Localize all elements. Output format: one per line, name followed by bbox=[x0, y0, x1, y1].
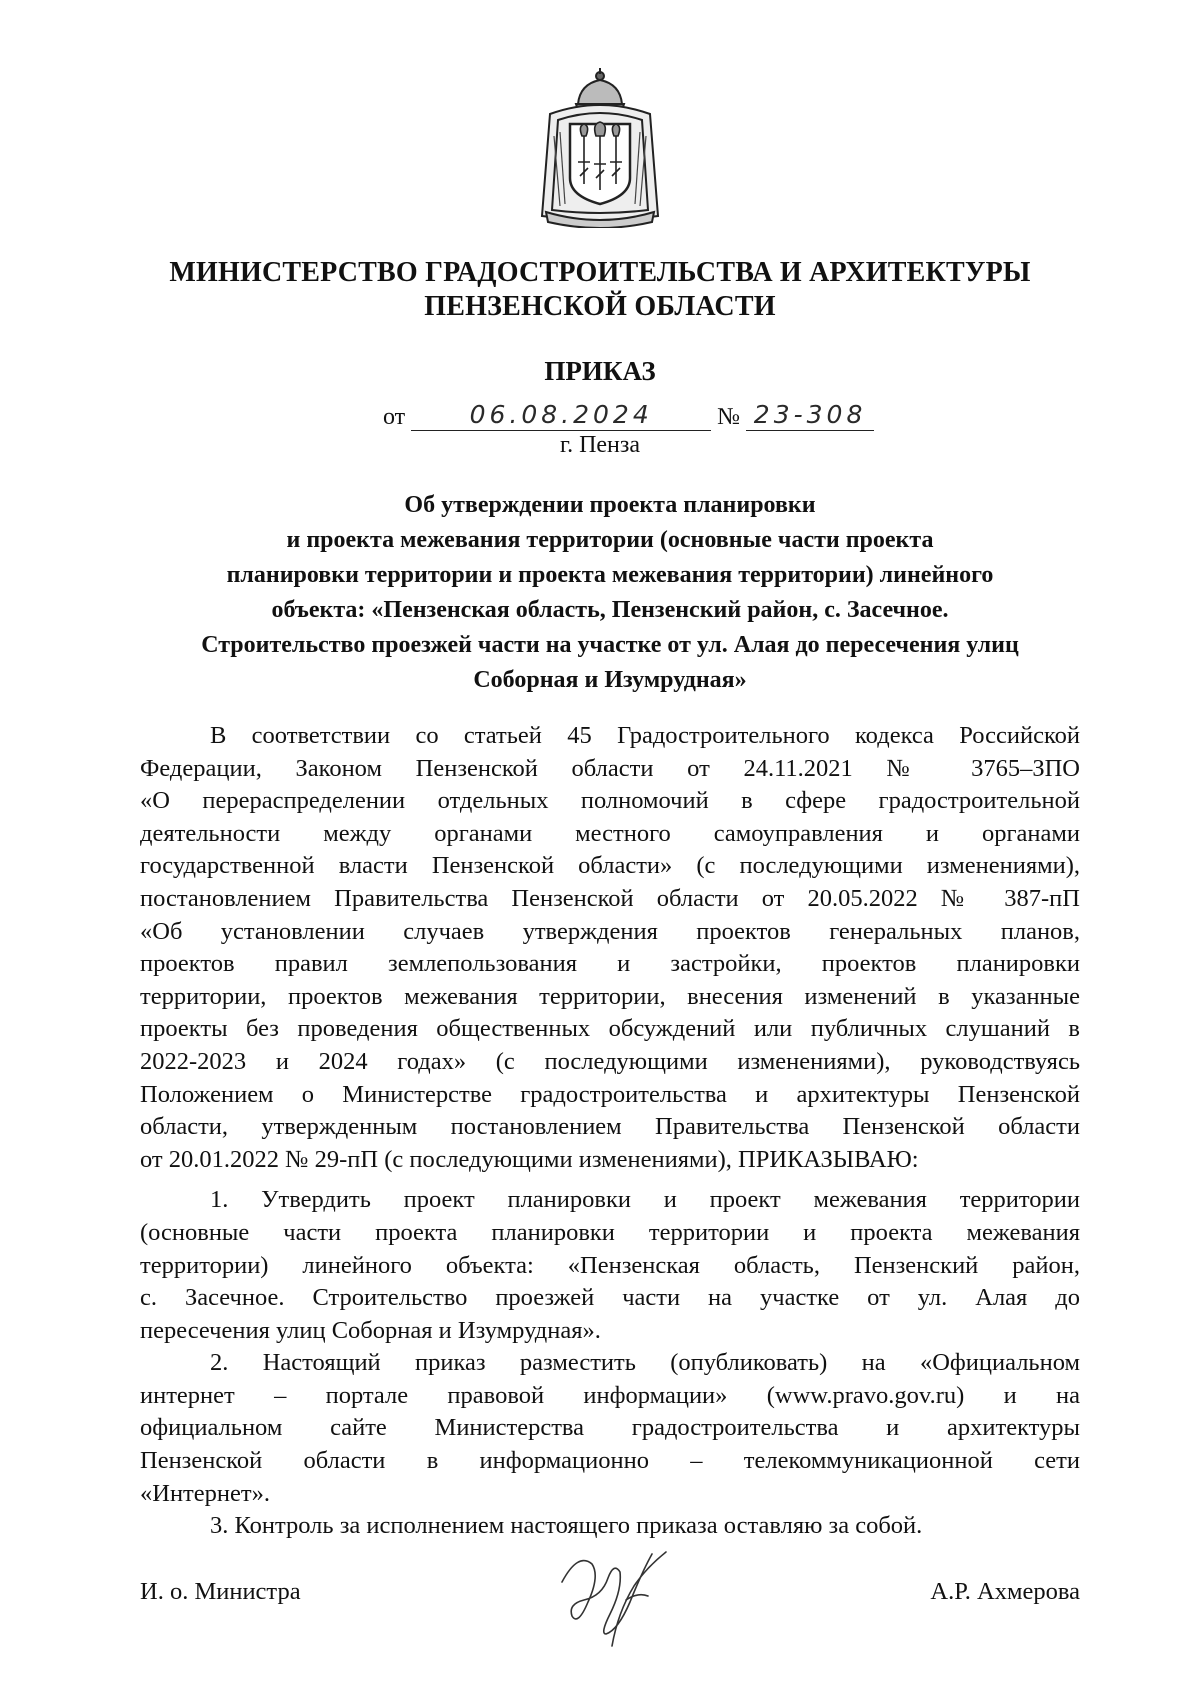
body-line: территории, проектов межевания территории, внесения изменений в указанные bbox=[140, 982, 1080, 1010]
body-line: Положением о Министерстве градостроительства и архитектуры Пензенской bbox=[140, 1080, 1080, 1108]
ministry-heading bbox=[120, 256, 1080, 324]
item-1-line: территории) линейного объекта: «Пензенская область, Пензенский район, bbox=[140, 1251, 1080, 1279]
item-2-line: Пензенской области в информационно – телекоммуникационной сети bbox=[140, 1447, 1080, 1475]
issue-city: г. Пенза bbox=[559, 432, 641, 458]
subject-line: Строительство проезжей части на участке от ул. Алая до пересечения улиц bbox=[201, 632, 1019, 658]
date-prefix: от bbox=[383, 404, 406, 430]
item-1-line: (основные части проекта планировки территории и проекта межевания bbox=[140, 1218, 1080, 1246]
subject-line: объекта: «Пензенская область, Пензенский район, с. Засечное. bbox=[271, 597, 949, 623]
body-line: проекты без проведения общественных обсуждений или публичных слушаний в bbox=[140, 1015, 1080, 1043]
body-line: государственной власти Пензенской области» (с последующими изменениями), bbox=[140, 852, 1080, 880]
body-line: деятельности между органами местного самоуправления и органами bbox=[140, 819, 1080, 847]
order-subject bbox=[140, 488, 1080, 698]
subject-line: и проекта межевания территории (основные части проекта bbox=[286, 527, 934, 553]
body-line: постановлением Правительства Пензенской области от 20.05.2022 № 387-пП bbox=[140, 884, 1080, 912]
subject-line: Соборная и Изумрудная» bbox=[473, 667, 747, 693]
item-1-line: пересечения улиц Соборная и Изумрудная». bbox=[140, 1316, 601, 1344]
handwritten-signature-icon bbox=[548, 1542, 688, 1652]
order-date-number-line bbox=[383, 400, 874, 431]
item-1-line: 1. Утвердить проект планировки и проект межевания территории bbox=[210, 1186, 1080, 1214]
subject-line: планировки территории и проекта межевания территории) линейного bbox=[226, 562, 994, 588]
body-line: В соответствии со статьей 45 Градостроительного кодекса Российской bbox=[210, 722, 1080, 749]
body-line: «О перераспределении отдельных полномочий в сфере градостроительной bbox=[140, 787, 1080, 815]
body-line: 2022-2023 и 2024 годах» (с последующими изменениями), руководствуясь bbox=[140, 1047, 1080, 1075]
item-3-line: 3. Контроль за исполнением настоящего приказа оставляю за собой. bbox=[210, 1512, 923, 1540]
order-body bbox=[140, 720, 1080, 1543]
signatory-name: А.Р. Ахмерова bbox=[930, 1578, 1080, 1605]
item-2-line: интернет – портале правовой информации» (www.pravo.gov.ru) и на bbox=[140, 1381, 1080, 1409]
item-2-line: официальном сайте Министерства градостроительства и архитектуры bbox=[140, 1414, 1080, 1442]
ministry-line-2: ПЕНЗЕНСКОЙ ОБЛАСТИ bbox=[424, 291, 776, 322]
penza-region-coat-of-arms-icon bbox=[530, 66, 670, 228]
order-number: 23-308 bbox=[746, 400, 874, 431]
document-type-title: ПРИКАЗ bbox=[544, 356, 656, 386]
body-line: проектов правил землепользования и застройки, проектов планировки bbox=[140, 950, 1080, 978]
ministry-line-1: МИНИСТЕРСТВО ГРАДОСТРОИТЕЛЬСТВА И АРХИТЕКТУРЫ bbox=[169, 257, 1031, 288]
item-2-line: «Интернет». bbox=[140, 1479, 270, 1507]
signatory-role: И. о. Министра bbox=[140, 1578, 301, 1605]
number-prefix: № bbox=[717, 404, 741, 430]
body-line: от 20.01.2022 № 29-пП (с последующими изменениями), ПРИКАЗЫВАЮ: bbox=[140, 1145, 919, 1173]
subject-line: Об утверждении проекта планировки bbox=[404, 492, 816, 518]
body-line: области, утвержденным постановлением Правительства Пензенской области bbox=[140, 1113, 1080, 1141]
body-line: Федерации, Законом Пензенской области от 24.11.2021 № 3765–ЗПО bbox=[140, 754, 1080, 782]
item-1-line: с. Засечное. Строительство проезжей части на участке от ул. Алая до bbox=[140, 1284, 1080, 1312]
order-date: 06.08.2024 bbox=[411, 400, 711, 431]
body-line: «Об установлении случаев утверждения проектов генеральных планов, bbox=[140, 917, 1080, 945]
item-2-line: 2. Настоящий приказ разместить (опубликовать) на «Официальном bbox=[210, 1349, 1080, 1377]
